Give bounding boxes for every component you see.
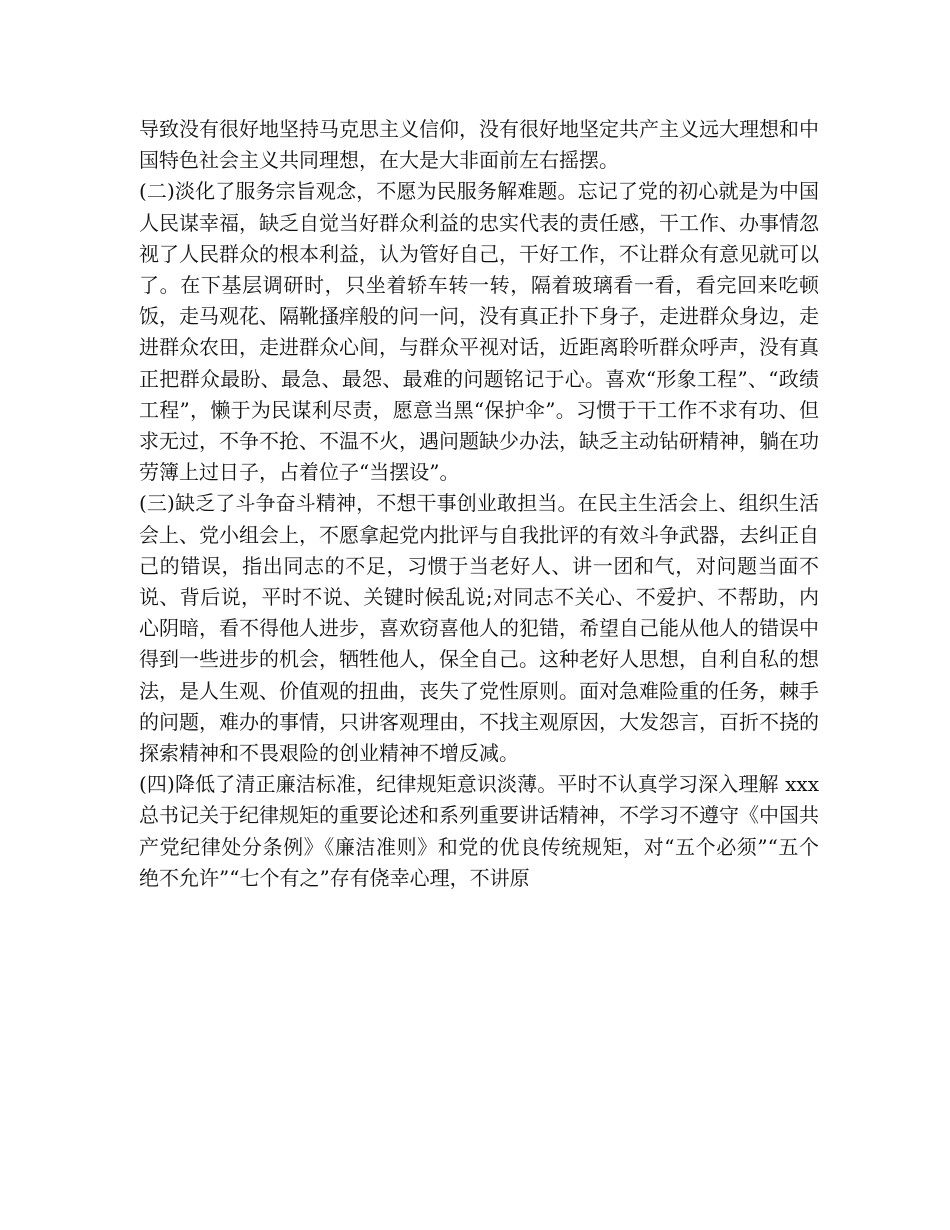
- paragraph-section-2: (二)淡化了服务宗旨观念，不愿为民服务解难题。忘记了党的初心就是为中国人民谋幸福，缺乏自觉当好群众利益的忠实代表的责任感，干工作、办事情忽视了人民群众的根本利益，认为管好自己，干好工作，不让群众有意见就可以了。在下基层调研时，只坐着轿车转一转，隔着玻璃看一看，看完回来吃顿饭，走马观花、隔靴搔痒般的问一问，没有真正扑下身子，走进群众身边，走进群众农田，走进群众心间，与群众平视对话，近距离聆听群众呼声，没有真正把群众最盼、最急、最怨、最难的问题铭记于心。喜欢“形象工程”、“政绩工程”，懒于为民谋利尽责，愿意当黑“保护伞”。习惯于干工作不求有功、但求无过，不争不抢、不温不火，遇问题缺少办法，缺乏主动钻研精神，躺在功劳簿上过日子，占着位子“当摆设”。: [139, 179, 819, 485]
- paragraph-section-3: (三)缺乏了斗争奋斗精神，不想干事创业敢担当。在民主生活会上、组织生活会上、党小组会上，不愿拿起党内批评与自我批评的有效斗争武器，去纠正自己的错误，指出同志的不足，习惯于当老好人、讲一团和气，对问题当面不说、背后说，平时不说、关键时候乱说;对同志不关心、不爱护、不帮助，内心阴暗，看不得他人进步，喜欢窃喜他人的犯错，希望自己能从他人的错误中得到一些进步的机会，牺牲他人，保全自己。这种老好人思想，自利自私的想法，是人生观、价值观的扭曲，丧失了党性原则。面对急难险重的任务，棘手的问题，难办的事情，只讲客观理由，不找主观原因，大发怨言，百折不挠的探索精神和不畏艰险的创业精神不增反减。: [139, 491, 819, 766]
- paragraph-section-4: (四)降低了清正廉洁标准，纪律规矩意识淡薄。平时不认真学习深入理解 xxx 总书记关于纪律规矩的重要论述和系列重要讲话精神，不学习不遵守《中国共产党纪律处分条例》《廉洁准则》和党的优良传统规矩，对“五个必须”“五个绝不允许”“七个有之”存有侥幸心理，不讲原: [139, 772, 819, 890]
- paragraph-intro-continued: 导致没有很好地坚持马克思主义信仰，没有很好地坚定共产主义远大理想和中国特色社会主义共同理想，在大是大非面前左右摇摆。: [139, 117, 819, 173]
- document-page: [139, 114, 819, 894]
